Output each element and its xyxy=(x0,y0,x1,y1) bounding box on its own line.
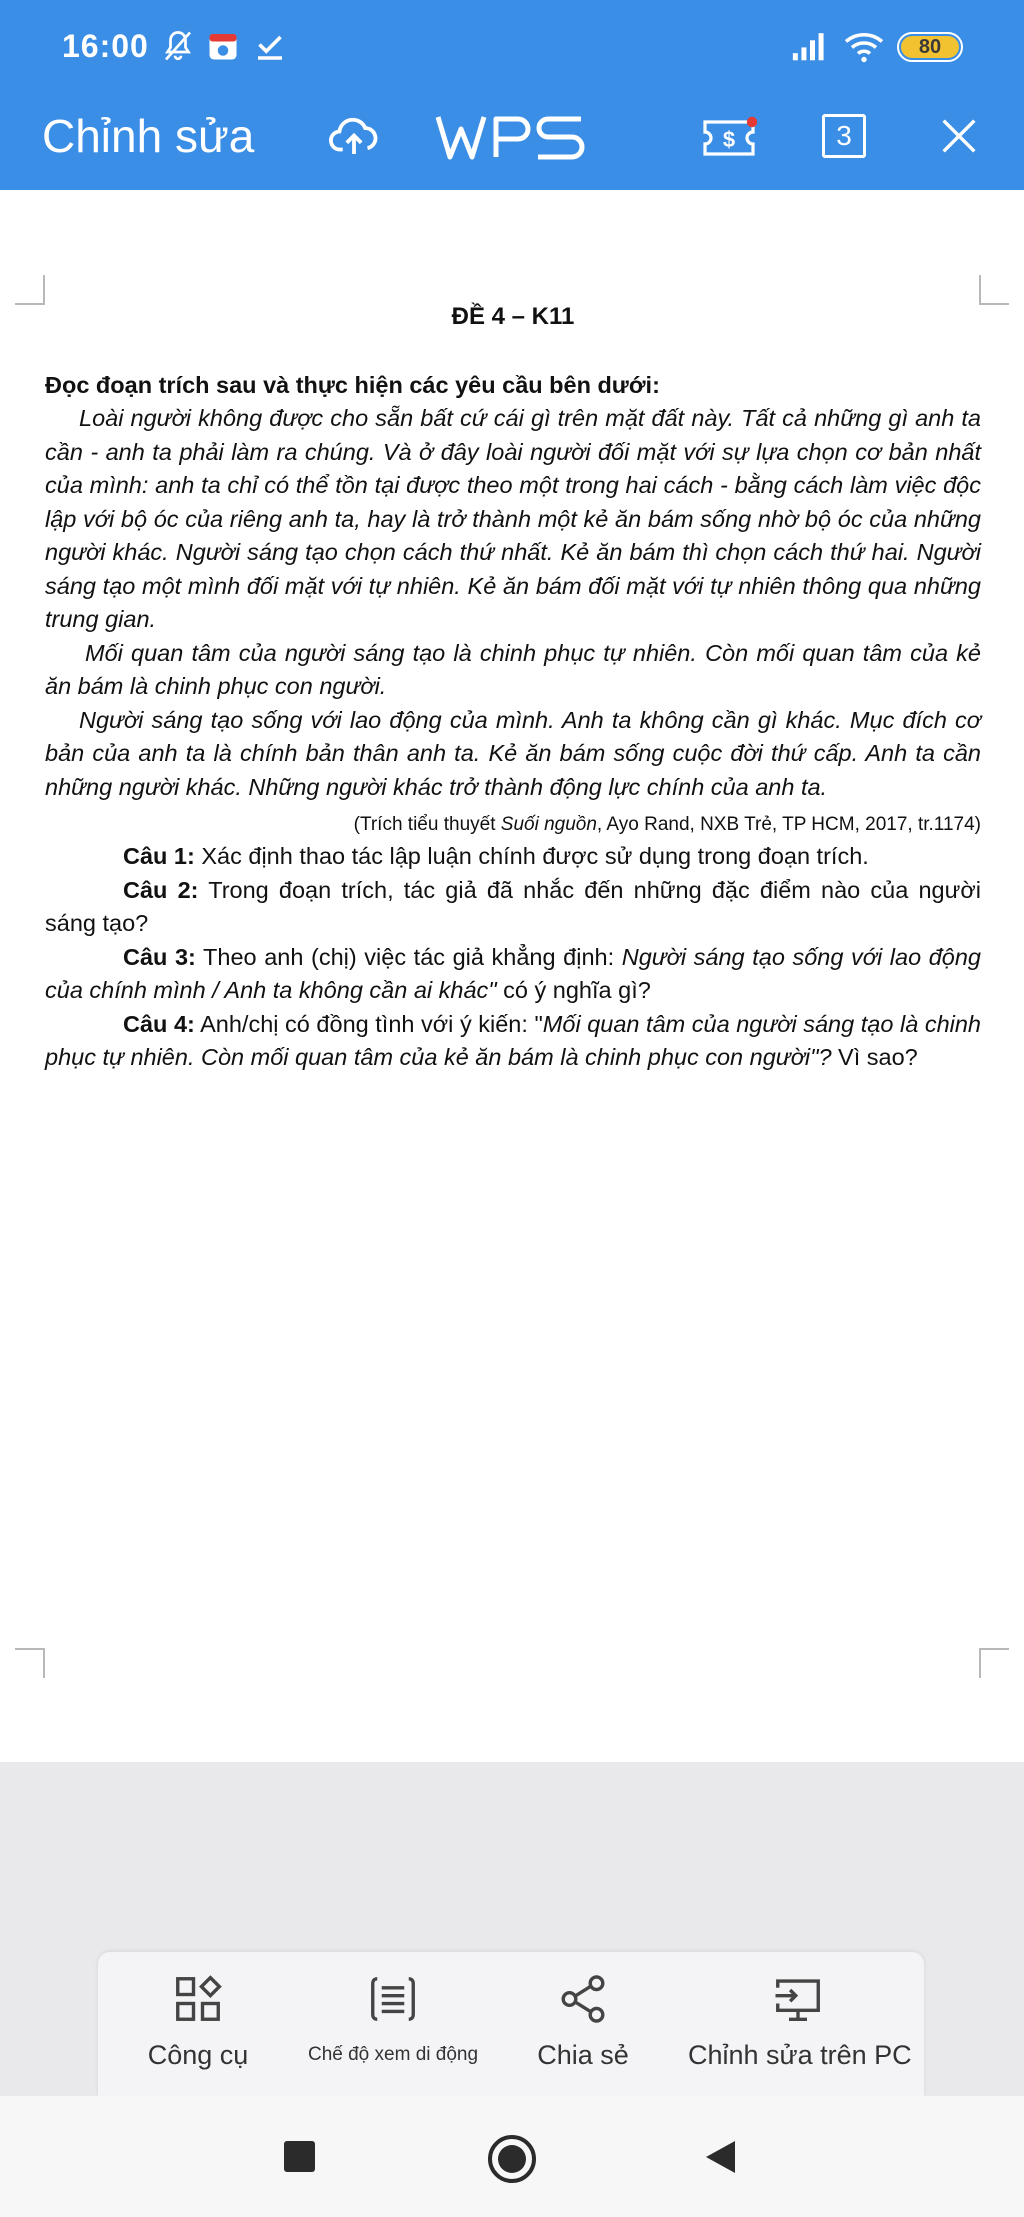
instruction-text: Đọc đoạn trích sau và thực hiện các yêu cầu bên dưới: xyxy=(45,371,660,398)
question-3: Câu 3: Theo anh (chị) việc tác giả khẳng định: Người sáng tạo sống với lao động của chính mình / Anh ta không cần ai khác" có ý nghĩa gì? xyxy=(45,943,982,1003)
svg-text:$: $ xyxy=(722,127,736,152)
page-corner-mark xyxy=(979,1648,1009,1678)
tools-button[interactable] xyxy=(138,1972,258,2071)
question-1: Câu 1: Xác định thao tác lập luận chính được sử dụng trong đoạn trích. xyxy=(123,843,869,869)
download-done-icon xyxy=(252,28,288,64)
ticket-icon[interactable] xyxy=(701,115,757,161)
mobile-view-icon xyxy=(366,1972,420,2026)
mute-bell-icon xyxy=(160,28,196,64)
status-bar xyxy=(0,0,1024,95)
share-icon xyxy=(556,1972,610,2026)
battery-level: 80 xyxy=(901,36,959,58)
wps-logo xyxy=(435,111,585,163)
calendar-app-icon xyxy=(205,28,241,64)
system-navigation-bar xyxy=(0,2096,1024,2217)
document-page[interactable] xyxy=(0,190,1024,1762)
close-icon[interactable] xyxy=(936,113,982,159)
cloud-upload-icon[interactable] xyxy=(327,109,381,163)
top-bar xyxy=(0,0,1024,190)
bottom-toolbar xyxy=(98,1952,924,2096)
tools-label: Công cụ xyxy=(147,2040,249,2070)
tools-icon xyxy=(171,1972,225,2026)
passage-paragraph: Mối quan tâm của người sáng tạo là chinh phục tự nhiên. Còn mối quan tâm của kẻ ăn bám là chinh phục con người. xyxy=(45,639,981,699)
status-time: 16:00 xyxy=(62,28,149,64)
passage-paragraph: Người sáng tạo sống với lao động của mình. Anh ta không cần gì khác. Mục đích cơ bản của anh ta là chính bản thân anh ta. Kẻ ăn bám sống cuộc đời thứ cấp. Anh ta cần những người khác. Những người khác trở thành động lực chính của anh ta. xyxy=(45,706,981,800)
battery-indicator xyxy=(897,32,963,62)
edit-mode-title[interactable]: Chỉnh sửa xyxy=(42,110,255,162)
home-button[interactable] xyxy=(487,2134,537,2184)
mobile-view-label: Chế độ xem di động xyxy=(307,2044,479,2065)
question-4: Câu 4: Anh/chị có đồng tình với ý kiến: "Mối quan tâm của người sáng tạo là chinh phục tự nhiên. Còn mối quan tâm của kẻ ăn bám là chinh phục con người"? Vì sao? xyxy=(45,1010,982,1070)
signal-icon xyxy=(790,28,830,64)
back-button[interactable] xyxy=(703,2139,737,2175)
passage-paragraph: Loài người không được cho sẵn bất cứ cái gì trên mặt đất này. Tất cả những gì anh ta cần - anh ta phải làm ra chúng. Và ở đây loài người đối mặt với sự lựa chọn cơ bản nhất của mình: anh ta chỉ có thể tồn tại được theo một trong hai cách - bằng cách làm việc độc lập với bộ óc của riêng anh ta, hay là trở thành một kẻ ăn bám sống nhờ bộ óc của những người khác. Người sáng tạo chọn cách thứ nhất. Kẻ ăn bám thì chọn cách thứ hai. Người sáng tạo một mình đối mặt với tự nhiên. Kẻ ăn bám đối mặt với tự nhiên thông qua những trung gian. xyxy=(45,405,981,632)
document-title: ĐỀ 4 – K11 xyxy=(451,303,575,330)
app-bar xyxy=(0,95,1024,190)
share-label: Chia sẻ xyxy=(537,2040,629,2070)
mobile-view-button[interactable] xyxy=(293,1972,493,2066)
page-corner-mark xyxy=(979,275,1009,305)
source-citation: (Trích tiểu thuyết Suối nguồn, Ayo Rand, NXB Trẻ, TP HCM, 2017, tr.1174) xyxy=(353,814,981,835)
wifi-icon xyxy=(843,28,885,64)
page-corner-mark xyxy=(15,275,45,305)
page-corner-mark xyxy=(15,1648,45,1678)
document-body xyxy=(45,300,981,1075)
edit-on-pc-button[interactable] xyxy=(688,1972,912,2071)
edit-on-pc-label: Chỉnh sửa trên PC xyxy=(688,2040,912,2070)
share-button[interactable] xyxy=(518,1972,648,2071)
edit-on-pc-icon xyxy=(771,1972,825,2026)
tab-count-button[interactable]: 3 xyxy=(822,114,866,158)
recent-apps-button[interactable] xyxy=(284,2141,315,2172)
question-2: Câu 2: Trong đoạn trích, tác giả đã nhắc đến những đặc điểm nào của người sáng tạo? xyxy=(45,876,981,936)
